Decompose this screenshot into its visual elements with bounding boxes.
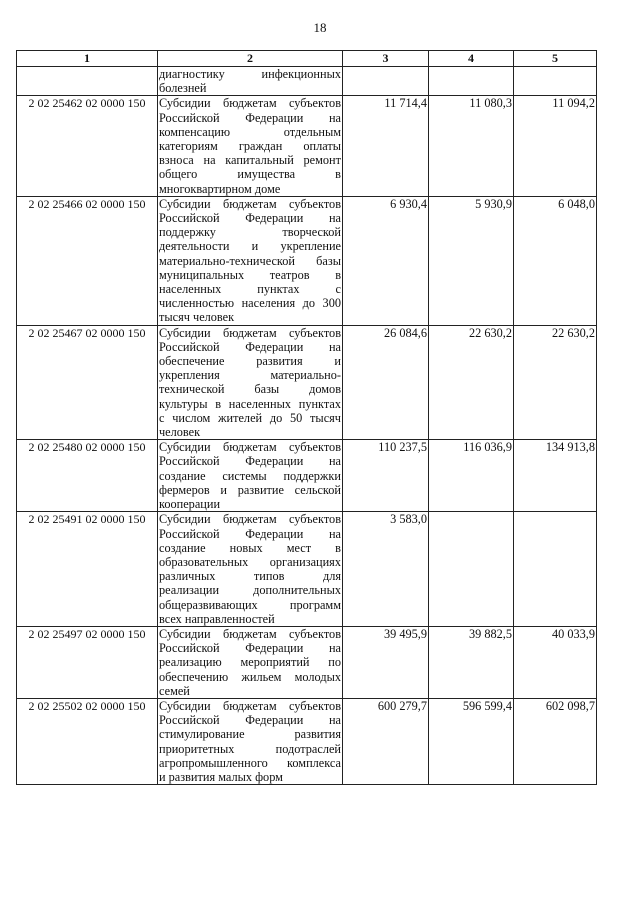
amount-col-4-cell: 22 630,2 — [429, 325, 514, 440]
description-line: материально-технической базы — [159, 253, 341, 268]
description-line: реализацию мероприятий по — [159, 655, 341, 670]
description-line: приоритетных подотраслей — [159, 741, 341, 756]
description-line: общеразвивающих программ — [159, 597, 341, 612]
description-line: категориям граждан оплаты — [159, 139, 341, 154]
description-line: обеспечению жильем молодых — [159, 669, 341, 684]
amount-col-3-cell: 600 279,7 — [343, 698, 429, 784]
amount-col-3-cell: 11 714,4 — [343, 96, 429, 196]
description-line: агропромышленного комплекса — [159, 755, 341, 770]
description-line: Субсидии бюджетам субъектов — [159, 698, 341, 713]
column-header-1: 1 — [17, 51, 158, 67]
description-cell — [158, 512, 343, 627]
description-line: Субсидии бюджетам субъектов — [159, 96, 341, 111]
description-line: с числом жителей до 50 тысяч — [159, 410, 341, 425]
description-line: взноса на капитальный ремонт — [159, 153, 341, 168]
description-line: Российской Федерации на — [159, 454, 341, 469]
amount-col-5-cell — [514, 512, 597, 627]
budget-code-cell: 2 02 25497 02 0000 150 — [17, 626, 158, 698]
description-line: фермеров и развитие сельской — [159, 482, 341, 497]
table-row — [17, 512, 597, 627]
description-line: создание новых мест в — [159, 540, 341, 555]
description-cell — [158, 440, 343, 512]
description-line: многоквартирном доме — [159, 181, 281, 196]
column-header-5: 5 — [514, 51, 597, 67]
description-line: реализации дополнительных — [159, 583, 341, 598]
amount-col-4-cell: 116 036,9 — [429, 440, 514, 512]
description-line: болезней — [159, 81, 207, 96]
budget-code-cell: 2 02 25466 02 0000 150 — [17, 196, 158, 325]
description-line: всех направленностей — [159, 611, 275, 626]
description-line: Российской Федерации на — [159, 713, 341, 728]
budget-code-cell: 2 02 25462 02 0000 150 — [17, 96, 158, 196]
amount-col-5-cell: 40 033,9 — [514, 626, 597, 698]
description-line: Субсидии бюджетам субъектов — [159, 325, 341, 340]
description-line: Субсидии бюджетам субъектов — [159, 196, 341, 211]
description-line: Российской Федерации на — [159, 110, 341, 125]
description-line: Российской Федерации на — [159, 526, 341, 541]
column-header-3: 3 — [343, 51, 429, 67]
description-line: Российской Федерации на — [159, 339, 341, 354]
description-line: кооперации — [159, 497, 221, 512]
budget-code-cell: 2 02 25491 02 0000 150 — [17, 512, 158, 627]
column-header-2: 2 — [158, 51, 343, 67]
amount-col-4-cell — [429, 512, 514, 627]
table-row — [17, 440, 597, 512]
amount-col-5-cell: 11 094,2 — [514, 96, 597, 196]
budget-code-cell — [17, 67, 158, 96]
description-line: Субсидии бюджетам субъектов — [159, 512, 341, 527]
description-line: Российской Федерации на — [159, 641, 341, 656]
description-line: стимулирование развития — [159, 727, 341, 742]
table-row — [17, 698, 597, 784]
description-line: общего имущества в — [159, 167, 341, 182]
table-row — [17, 196, 597, 325]
amount-col-3-cell: 3 583,0 — [343, 512, 429, 627]
table-row — [17, 67, 597, 96]
description-line: создание системы поддержки — [159, 468, 341, 483]
amount-col-4-cell: 11 080,3 — [429, 96, 514, 196]
description-cell — [158, 626, 343, 698]
table-header-row — [17, 51, 597, 67]
description-line: поддержку творческой — [159, 225, 341, 240]
budget-code-cell: 2 02 25480 02 0000 150 — [17, 440, 158, 512]
description-cell — [158, 96, 343, 196]
amount-col-4-cell: 39 882,5 — [429, 626, 514, 698]
description-line: человек — [159, 425, 201, 440]
description-cell — [158, 698, 343, 784]
budget-code-cell: 2 02 25467 02 0000 150 — [17, 325, 158, 440]
amount-col-4-cell: 5 930,9 — [429, 196, 514, 325]
description-line: обеспечение развития и — [159, 354, 341, 369]
description-line: культуры в населенных пунктах — [159, 396, 341, 411]
budget-code-cell: 2 02 25502 02 0000 150 — [17, 698, 158, 784]
description-line: и развития малых форм — [159, 769, 283, 784]
amount-col-3-cell — [343, 67, 429, 96]
amount-col-5-cell: 6 048,0 — [514, 196, 597, 325]
description-line: технической базы домов — [159, 382, 341, 397]
amount-col-4-cell: 596 599,4 — [429, 698, 514, 784]
description-cell — [158, 67, 343, 96]
table-row — [17, 96, 597, 196]
table-row — [17, 626, 597, 698]
amount-col-4-cell — [429, 67, 514, 96]
table-body — [17, 67, 597, 785]
description-line: деятельности и укрепление — [159, 239, 341, 254]
description-cell — [158, 196, 343, 325]
description-line: компенсацию отдельным — [159, 124, 341, 139]
description-cell — [158, 325, 343, 440]
description-line: семей — [159, 683, 190, 698]
table-row — [17, 325, 597, 440]
budget-table — [16, 50, 597, 785]
description-line: тысяч человек — [159, 310, 235, 325]
description-line: населенных пунктах с — [159, 282, 341, 297]
description-line: укрепления материально- — [159, 368, 341, 383]
amount-col-3-cell: 26 084,6 — [343, 325, 429, 440]
amount-col-3-cell: 110 237,5 — [343, 440, 429, 512]
amount-col-3-cell: 6 930,4 — [343, 196, 429, 325]
description-line: образовательных организациях — [159, 554, 341, 569]
description-line: Субсидии бюджетам субъектов — [159, 626, 341, 641]
description-line: различных типов для — [159, 569, 341, 584]
amount-col-5-cell: 134 913,8 — [514, 440, 597, 512]
amount-col-5-cell — [514, 67, 597, 96]
amount-col-5-cell: 22 630,2 — [514, 325, 597, 440]
page-number: 18 — [313, 20, 327, 35]
amount-col-5-cell: 602 098,7 — [514, 698, 597, 784]
description-line: муниципальных театров в — [159, 267, 341, 282]
amount-col-3-cell: 39 495,9 — [343, 626, 429, 698]
description-line: численностью населения до 300 — [159, 296, 341, 311]
column-header-4: 4 — [429, 51, 514, 67]
description-line: диагностику инфекционных — [159, 67, 341, 81]
description-line: Российской Федерации на — [159, 211, 341, 226]
description-line: Субсидии бюджетам субъектов — [159, 440, 341, 455]
